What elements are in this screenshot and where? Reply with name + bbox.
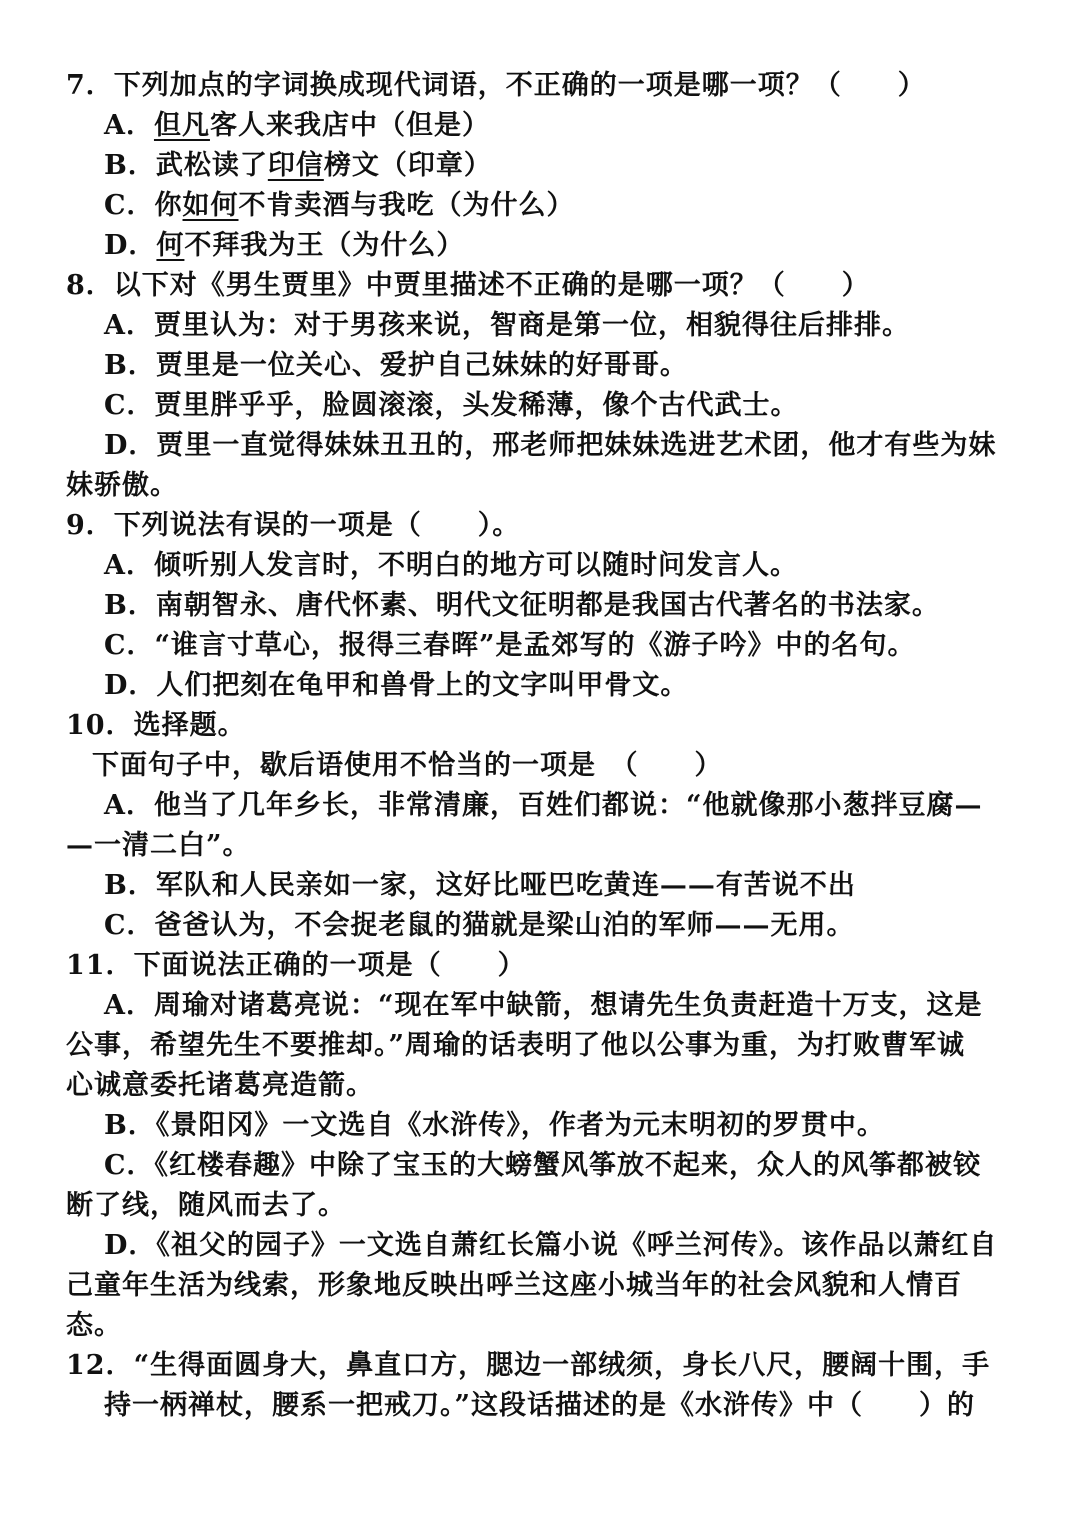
question-8-option-c: C．贾里胖乎乎，脸圆滚滚，头发稀薄，像个古代武士。 (104, 390, 799, 421)
question-9-option-c: C．“谁言寸草心，报得三春晖”是孟郊写的《游子吟》中的名句。 (104, 630, 916, 661)
question-7-option-b: B．武松读了印信榜文（印章） (104, 150, 492, 181)
question-8-option-d-cont: 妹骄傲。 (66, 470, 178, 501)
question-11-option-b: B．《景阳冈》一文选自《水浒传》，作者为元末明初的罗贯中。 (104, 1110, 885, 1141)
question-8-option-b: B．贾里是一位关心、爱护自己妹妹的好哥哥。 (104, 350, 688, 381)
question-11-option-a: A．周瑜对诸葛亮说：“现在军中缺箭，想请先生负责赶造十万支，这是 (104, 990, 983, 1021)
question-10-option-a: A．他当了几年乡长，非常清廉，百姓们都说：“他就像那小葱拌豆腐— (104, 790, 983, 821)
question-8-option-d: D．贾里一直觉得妹妹丑丑的，邢老师把妹妹选进艺术团，他才有些为妹 (104, 430, 997, 461)
question-10-option-c: C．爸爸认为，不会捉老鼠的猫就是梁山泊的军师——无用。 (104, 910, 855, 941)
question-7-option-c: C．你如何不肯卖酒与我吃（为什么） (104, 190, 575, 221)
question-9-option-a: A．倾听别人发言时，不明白的地方可以随时问发言人。 (104, 550, 798, 581)
dotted-term: 如何 (182, 190, 239, 221)
question-10-prompt: 下面句子中，歇后语使用不恰当的一项是 （ ） (92, 750, 723, 781)
question-11-option-a-cont: 心诚意委托诸葛亮造箭。 (66, 1070, 374, 1101)
question-11-option-a-cont: 公事，希望先生不要推却。”周瑜的话表明了他以公事为重，为打败曹军诚 (66, 1030, 966, 1061)
dotted-term: 印信 (267, 150, 324, 181)
question-10-option-a-cont: —一清二白”。 (66, 830, 251, 861)
dotted-term: 但凡 (153, 110, 210, 141)
dotted-term: 何 (156, 230, 185, 261)
question-7-option-d: D．何不拜我为王（为什么） (104, 230, 465, 261)
question-9-option-d: D．人们把刻在龟甲和兽骨上的文字叫甲骨文。 (104, 670, 689, 701)
question-9-option-b: B．南朝智永、唐代怀素、明代文征明都是我国古代著名的书法家。 (104, 590, 940, 621)
question-11-stem: 11．下面说法正确的一项是（ ） (66, 950, 526, 981)
question-8-stem: 8．以下对《男生贾里》中贾里描述不正确的是哪一项？（ ） (66, 270, 870, 301)
question-9-stem: 9．下列说法有误的一项是（ ）。 (66, 510, 521, 541)
question-12-stem: 12．“生得面圆身大，鼻直口方，腮边一部绒须，身长八尺，腰阔十围，手 (66, 1350, 991, 1381)
question-11-option-c: C．《红楼春趣》中除了宝玉的大螃蟹风筝放不起来，众人的风筝都被铰 (104, 1150, 981, 1181)
question-11-option-c-cont: 断了线，随风而去了。 (66, 1190, 346, 1221)
question-7-stem: 7．下列加点的字词换成现代词语，不正确的一项是哪一项？（ ） (66, 70, 926, 101)
question-7-option-a: A．但凡客人来我店中（但是） (104, 110, 490, 141)
question-11-option-d-cont: 己童年生活为线索，形象地反映出呼兰这座小城当年的社会风貌和人情百 (66, 1270, 962, 1301)
question-10-stem: 10．选择题。 (66, 710, 246, 741)
question-10-option-b: B．军队和人民亲如一家，这好比哑巴吃黄连——有苦说不出 (104, 870, 856, 901)
question-8-option-a: A．贾里认为：对于男孩来说，智商是第一位，相貌得往后排排。 (104, 310, 910, 341)
question-11-option-d: D．《祖父的园子》一文选自萧红长篇小说《呼兰河传》。该作品以萧红自 (104, 1230, 998, 1261)
question-11-option-d-cont: 态。 (66, 1310, 122, 1341)
question-12-stem-cont: 持一柄禅杖，腰系一把戒刀。”这段话描述的是《水浒传》中（ ）的 (104, 1390, 976, 1421)
